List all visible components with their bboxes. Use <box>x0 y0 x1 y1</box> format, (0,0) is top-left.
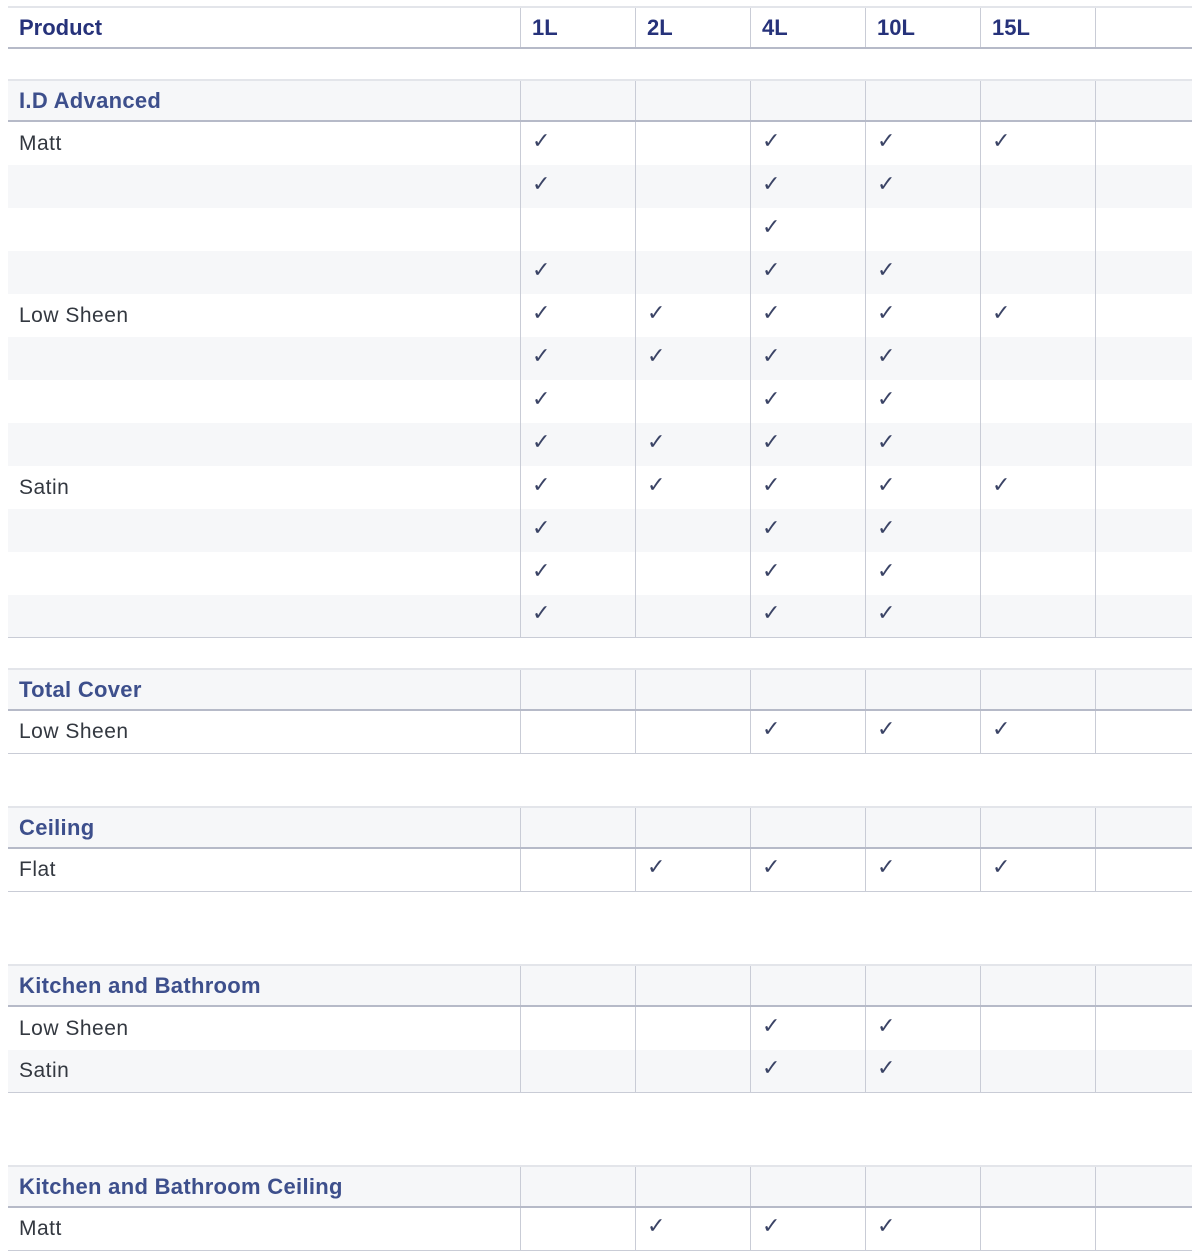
checkmark-icon: ✓ <box>877 854 896 879</box>
checkmark-icon: ✓ <box>762 342 781 368</box>
section-header-total-cover <box>8 668 1192 711</box>
size-cell <box>520 1050 635 1092</box>
size-cell <box>980 423 1095 466</box>
checkmark-icon: ✓ <box>762 1213 781 1238</box>
checkmark-icon: ✓ <box>532 471 551 497</box>
table-row <box>8 380 1192 423</box>
row-label <box>8 165 520 208</box>
size-cell <box>1095 466 1192 509</box>
section-spacer <box>8 49 1192 79</box>
size-cell <box>865 1208 980 1250</box>
size-cell <box>1095 1050 1192 1092</box>
row-label <box>8 552 520 595</box>
size-cell <box>865 849 980 891</box>
size-cell <box>750 595 865 637</box>
checkmark-icon: ✓ <box>647 471 666 497</box>
section-header-cell <box>980 966 1095 1005</box>
checkmark-icon: ✓ <box>992 716 1011 741</box>
checkmark-icon: ✓ <box>762 557 781 583</box>
section-header-cell <box>1095 1167 1192 1206</box>
table-row <box>8 208 1192 251</box>
size-cell <box>520 466 635 509</box>
size-cell <box>635 165 750 208</box>
row-label <box>8 380 520 423</box>
size-cell <box>750 122 865 165</box>
size-cell <box>520 595 635 637</box>
section-header-cell <box>1095 81 1192 120</box>
size-cell <box>1095 509 1192 552</box>
row-label: Satin <box>19 475 70 499</box>
header-size-empty <box>1095 8 1192 47</box>
section-title: Total Cover <box>19 676 142 702</box>
size-cell <box>750 552 865 595</box>
table-row <box>8 509 1192 552</box>
section-header-cell <box>750 1167 865 1206</box>
size-cell <box>635 294 750 337</box>
section-title: Ceiling <box>19 814 95 840</box>
checkmark-icon: ✓ <box>877 1213 896 1238</box>
section-header-cell <box>750 808 865 847</box>
size-cell <box>980 1208 1095 1250</box>
size-cell <box>865 1050 980 1092</box>
section-header-cell <box>750 81 865 120</box>
size-cell <box>980 1050 1095 1092</box>
size-cell <box>520 208 635 251</box>
size-cell <box>750 337 865 380</box>
table-row <box>8 337 1192 380</box>
checkmark-icon: ✓ <box>762 1012 781 1038</box>
size-cell <box>865 466 980 509</box>
section-header-cell <box>635 81 750 120</box>
size-cell <box>635 509 750 552</box>
checkmark-icon: ✓ <box>992 127 1011 153</box>
product-size-table <box>8 0 1192 1251</box>
section-header-cell <box>865 81 980 120</box>
checkmark-icon: ✓ <box>877 170 896 196</box>
size-cell <box>865 595 980 637</box>
section-spacer <box>8 892 1192 964</box>
section-spacer <box>8 1093 1192 1165</box>
size-cell <box>865 509 980 552</box>
table-row <box>8 423 1192 466</box>
size-cell <box>980 849 1095 891</box>
size-cell <box>750 1208 865 1250</box>
size-cell <box>1095 849 1192 891</box>
section-header-cell <box>520 966 635 1005</box>
size-cell <box>635 122 750 165</box>
size-cell <box>750 1007 865 1050</box>
size-cell <box>1095 122 1192 165</box>
table-row <box>8 294 1192 337</box>
table-row <box>8 1050 1192 1093</box>
section-header-cell <box>635 1167 750 1206</box>
section-title: Kitchen and Bathroom Ceiling <box>19 1173 343 1199</box>
size-cell <box>520 251 635 294</box>
size-cell <box>980 208 1095 251</box>
size-cell <box>865 122 980 165</box>
size-cell <box>1095 1007 1192 1050</box>
checkmark-icon: ✓ <box>762 299 781 325</box>
size-cell <box>750 849 865 891</box>
section-header-cell <box>865 670 980 709</box>
checkmark-icon: ✓ <box>992 854 1011 879</box>
size-cell <box>635 423 750 466</box>
checkmark-icon: ✓ <box>532 514 551 540</box>
checkmark-icon: ✓ <box>762 514 781 540</box>
size-cell <box>980 595 1095 637</box>
size-cell <box>1095 337 1192 380</box>
size-cell <box>1095 595 1192 637</box>
checkmark-icon: ✓ <box>877 600 896 625</box>
checkmark-icon: ✓ <box>877 299 896 325</box>
checkmark-icon: ✓ <box>762 170 781 196</box>
size-cell <box>520 552 635 595</box>
row-label <box>8 337 520 380</box>
section-header-cell <box>635 670 750 709</box>
table-row <box>8 552 1192 595</box>
size-cell <box>635 595 750 637</box>
checkmark-icon: ✓ <box>532 342 551 368</box>
table-header <box>8 6 1192 49</box>
size-cell <box>980 509 1095 552</box>
section-spacer <box>8 638 1192 668</box>
checkmark-icon: ✓ <box>647 299 666 325</box>
row-label: Matt <box>19 1217 62 1240</box>
header-size-15l: 15L <box>980 8 1095 47</box>
section-header-kitchen-and-bathroom <box>8 964 1192 1007</box>
section-header-cell <box>750 670 865 709</box>
row-label <box>8 595 520 637</box>
checkmark-icon: ✓ <box>647 342 666 368</box>
checkmark-icon: ✓ <box>762 1055 781 1080</box>
size-cell <box>865 1007 980 1050</box>
checkmark-icon: ✓ <box>992 299 1011 325</box>
row-label <box>8 423 520 466</box>
checkmark-icon: ✓ <box>532 127 551 153</box>
section-title: I.D Advanced <box>19 87 162 113</box>
checkmark-icon: ✓ <box>532 299 551 325</box>
section-header-cell <box>750 966 865 1005</box>
size-cell <box>750 208 865 251</box>
checkmark-icon: ✓ <box>762 600 781 625</box>
section-header-cell <box>520 81 635 120</box>
size-cell <box>865 337 980 380</box>
size-cell <box>635 552 750 595</box>
checkmark-icon: ✓ <box>532 256 551 282</box>
checkmark-icon: ✓ <box>877 342 896 368</box>
row-label: Flat <box>19 858 57 881</box>
size-cell <box>520 122 635 165</box>
section-header-cell <box>520 808 635 847</box>
size-cell <box>750 711 865 753</box>
table-row <box>8 165 1192 208</box>
header-size-4l: 4L <box>750 8 865 47</box>
checkmark-icon: ✓ <box>877 127 896 153</box>
size-cell <box>520 711 635 753</box>
size-cell <box>865 711 980 753</box>
section-header-i-d-advanced <box>8 79 1192 122</box>
table-row <box>8 711 1192 754</box>
size-cell <box>635 849 750 891</box>
checkmark-icon: ✓ <box>877 557 896 583</box>
size-cell <box>750 1050 865 1092</box>
checkmark-icon: ✓ <box>877 716 896 741</box>
size-cell <box>980 122 1095 165</box>
row-label: Low Sheen <box>19 720 129 743</box>
section-header-cell <box>865 1167 980 1206</box>
size-cell <box>1095 552 1192 595</box>
row-label <box>8 208 520 251</box>
size-cell <box>1095 251 1192 294</box>
header-size-1l: 1L <box>520 8 635 47</box>
size-cell <box>635 380 750 423</box>
size-cell <box>520 165 635 208</box>
size-cell <box>520 423 635 466</box>
section-header-cell <box>865 966 980 1005</box>
size-cell <box>635 208 750 251</box>
row-label: Matt <box>19 131 62 155</box>
checkmark-icon: ✓ <box>762 256 781 282</box>
size-cell <box>520 1208 635 1250</box>
size-cell <box>520 849 635 891</box>
section-title: Kitchen and Bathroom <box>19 972 261 998</box>
size-cell <box>865 165 980 208</box>
section-header-cell <box>980 808 1095 847</box>
table-row <box>8 251 1192 294</box>
size-cell <box>635 337 750 380</box>
size-cell <box>1095 208 1192 251</box>
checkmark-icon: ✓ <box>762 471 781 497</box>
row-label: Satin <box>19 1059 70 1082</box>
checkmark-icon: ✓ <box>877 1012 896 1038</box>
size-cell <box>520 294 635 337</box>
size-cell <box>865 380 980 423</box>
size-cell <box>980 165 1095 208</box>
section-header-cell <box>980 81 1095 120</box>
size-cell <box>635 1050 750 1092</box>
size-cell <box>750 509 865 552</box>
size-cell <box>980 380 1095 423</box>
checkmark-icon: ✓ <box>877 1055 896 1080</box>
checkmark-icon: ✓ <box>877 385 896 411</box>
checkmark-icon: ✓ <box>532 557 551 583</box>
size-cell <box>865 423 980 466</box>
size-cell <box>635 1007 750 1050</box>
checkmark-icon: ✓ <box>532 385 551 411</box>
checkmark-icon: ✓ <box>647 854 666 879</box>
table-row <box>8 466 1192 509</box>
size-cell <box>635 466 750 509</box>
checkmark-icon: ✓ <box>992 471 1011 497</box>
size-cell <box>635 711 750 753</box>
table-row <box>8 849 1192 892</box>
section-header-cell <box>980 1167 1095 1206</box>
size-cell <box>980 251 1095 294</box>
size-cell <box>865 208 980 251</box>
size-cell <box>750 466 865 509</box>
section-spacer <box>8 754 1192 806</box>
size-cell <box>635 251 750 294</box>
section-header-cell <box>1095 966 1192 1005</box>
checkmark-icon: ✓ <box>532 170 551 196</box>
table-row <box>8 122 1192 165</box>
checkmark-icon: ✓ <box>877 428 896 454</box>
size-cell <box>980 466 1095 509</box>
row-label <box>8 509 520 552</box>
size-cell <box>520 1007 635 1050</box>
checkmark-icon: ✓ <box>762 385 781 411</box>
size-cell <box>980 552 1095 595</box>
size-cell <box>750 423 865 466</box>
size-cell <box>750 380 865 423</box>
size-cell <box>865 294 980 337</box>
size-cell <box>750 251 865 294</box>
size-cell <box>635 1208 750 1250</box>
size-cell <box>520 509 635 552</box>
size-cell <box>750 165 865 208</box>
size-cell <box>980 1007 1095 1050</box>
table-row <box>8 1007 1192 1050</box>
section-header-cell <box>520 1167 635 1206</box>
section-header-cell <box>980 670 1095 709</box>
size-cell <box>1095 423 1192 466</box>
size-cell <box>1095 380 1192 423</box>
size-cell <box>980 711 1095 753</box>
table-body <box>8 49 1192 1251</box>
checkmark-icon: ✓ <box>762 428 781 454</box>
checkmark-icon: ✓ <box>532 600 551 625</box>
size-cell <box>865 251 980 294</box>
section-header-kitchen-and-bathroom-ceiling <box>8 1165 1192 1208</box>
size-cell <box>750 294 865 337</box>
checkmark-icon: ✓ <box>877 514 896 540</box>
checkmark-icon: ✓ <box>762 716 781 741</box>
checkmark-icon: ✓ <box>762 213 781 239</box>
size-cell <box>865 552 980 595</box>
checkmark-icon: ✓ <box>647 1213 666 1238</box>
section-header-ceiling <box>8 806 1192 849</box>
header-product: Product <box>19 14 103 40</box>
section-header-cell <box>1095 808 1192 847</box>
checkmark-icon: ✓ <box>877 471 896 497</box>
row-label: Low Sheen <box>19 1016 129 1040</box>
size-cell <box>980 294 1095 337</box>
header-size-10l: 10L <box>865 8 980 47</box>
checkmark-icon: ✓ <box>762 127 781 153</box>
size-cell <box>1095 165 1192 208</box>
section-header-cell <box>635 966 750 1005</box>
checkmark-icon: ✓ <box>762 854 781 879</box>
section-header-cell <box>1095 670 1192 709</box>
row-label: Low Sheen <box>19 303 129 327</box>
size-cell <box>1095 1208 1192 1250</box>
size-cell <box>1095 711 1192 753</box>
section-header-cell <box>520 670 635 709</box>
checkmark-icon: ✓ <box>647 428 666 454</box>
section-header-cell <box>865 808 980 847</box>
size-cell <box>520 337 635 380</box>
size-cell <box>980 337 1095 380</box>
size-cell <box>1095 294 1192 337</box>
row-label <box>8 251 520 294</box>
header-size-2l: 2L <box>635 8 750 47</box>
table-row <box>8 595 1192 638</box>
table-row <box>8 1208 1192 1251</box>
size-cell <box>520 380 635 423</box>
checkmark-icon: ✓ <box>532 428 551 454</box>
checkmark-icon: ✓ <box>877 256 896 282</box>
section-header-cell <box>635 808 750 847</box>
